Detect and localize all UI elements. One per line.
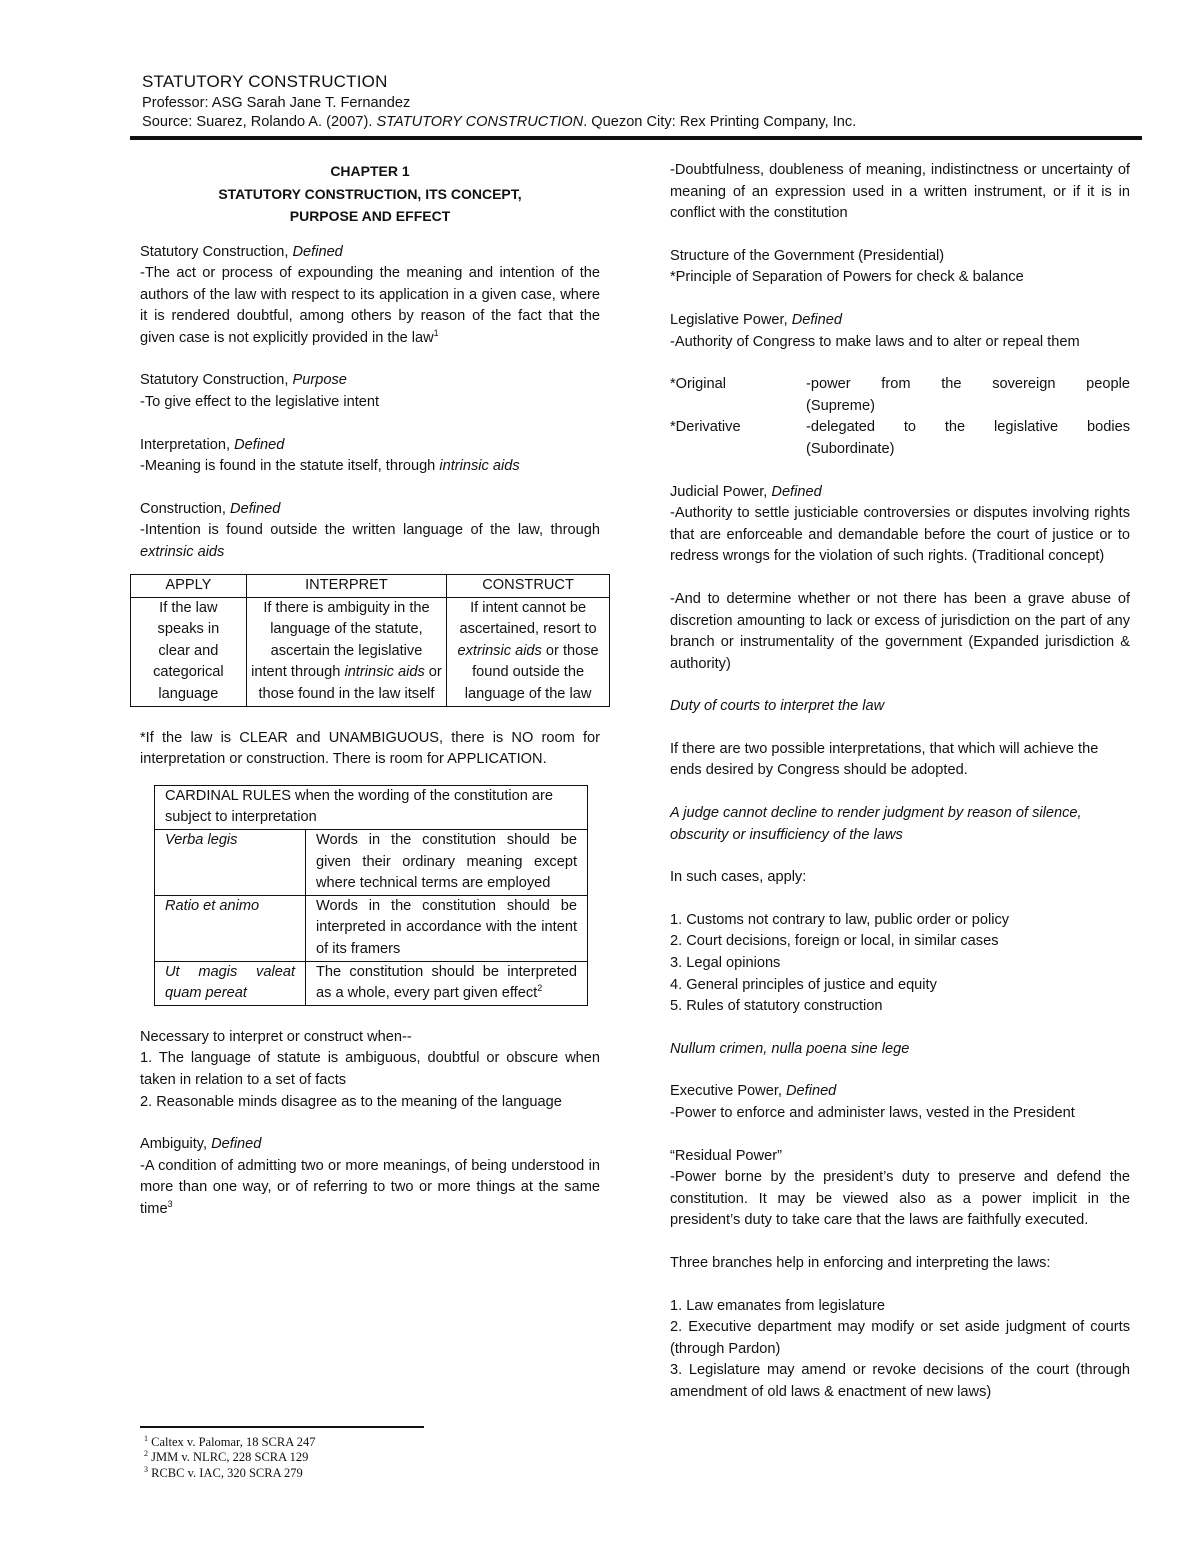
judicial-heading	[670, 482, 1130, 504]
judicial-text-2: -And to determine whether or not there has been a grave abuse of discretion amounting to lack or excess of jurisdiction on the part of any branch or instrumentality of the government (Expanded jurisdiction & authority)	[670, 590, 1130, 672]
judicial-label: Judicial Power,	[670, 483, 772, 500]
derivative-key: *Derivative	[670, 419, 741, 436]
ambiguity-text	[140, 1156, 600, 1221]
rule-text: Words in the constitution should be given their ordinary meaning except where technical terms are employed	[306, 829, 588, 895]
construction-body: -Intention is found outside the written language of the law, through	[140, 522, 600, 539]
legislative-text: -Authority of Congress to make laws and to alter or repeal them	[670, 333, 1080, 350]
interpret-cell-a: If there is ambiguity in the language of the statute, ascertain the legislative intent through	[251, 599, 430, 681]
original-value-line2: (Supreme)	[806, 397, 875, 414]
original-value-line1: -power from the sovereign people	[806, 376, 1130, 393]
derivative-value	[806, 417, 1130, 460]
construction-em: Defined	[230, 500, 281, 517]
derivative-value-line1: -delegated to the legislative bodies	[806, 419, 1130, 436]
construct-cell-b: or those found outside the language of the law	[464, 642, 599, 702]
necessary-item-1: 1. The language of statute is ambiguous, doubtful or obscure when taken in relation to a set of facts	[140, 1050, 600, 1088]
list-item: 3. Legal opinions	[670, 955, 781, 972]
chapter-title-line2: PURPOSE AND EFFECT	[289, 208, 451, 224]
document-header	[142, 72, 1142, 130]
ambiguity-label: Ambiguity,	[140, 1136, 212, 1153]
interpretation-body: -Meaning is found in the statute itself, through	[140, 458, 440, 475]
list-item: 1. Customs not contrary to law, public order or policy	[670, 911, 1010, 928]
ambiguity-em: Defined	[211, 1136, 262, 1153]
cases-title: In such cases, apply:	[670, 869, 807, 886]
source-suffix: . Quezon City: Rex Printing Company, Inc.	[583, 114, 857, 130]
nullum-crimen-text: Nullum crimen, nulla poena sine lege	[670, 1040, 910, 1057]
judge-text	[670, 803, 1130, 846]
sc-defined-label: Statutory Construction,	[140, 243, 293, 260]
apply-cell: If the law speaks in clear and categorical language	[131, 597, 247, 706]
interpret-cell	[246, 597, 446, 706]
table-header-construct: CONSTRUCT	[447, 574, 610, 597]
ambiguity-body: -A condition of admitting two or more meanings, of being understood in more than one way, or of referring to two or more things at the same time	[140, 1157, 600, 1217]
legislative-label: Legislative Power,	[670, 311, 792, 328]
rule-text-last	[306, 961, 588, 1005]
sc-purpose-text: -To give effect to the legislative intent	[140, 394, 380, 411]
rule-text: The constitution should be interpreted as a whole, every part given effect	[316, 963, 577, 1002]
footnote-num: 2	[144, 1449, 148, 1459]
chapter-heading	[140, 160, 600, 228]
footnote-num: 3	[144, 1464, 148, 1474]
chapter-number: CHAPTER 1	[330, 163, 410, 179]
list-item: 2. Court decisions, foreign or local, in similar cases	[670, 933, 999, 950]
source-prefix: Source: Suarez, Rolando A. (2007).	[142, 114, 377, 130]
doubtfulness-text: -Doubtfulness, doubleness of meaning, indistinctness or uncertainty of meaning of an expression used in a written instrument, or if it is in conflict with the constitution	[670, 162, 1130, 222]
right-column	[670, 160, 1130, 1404]
sc-defined-heading	[140, 242, 600, 264]
list-item: 5. Rules of statutory construction	[670, 998, 883, 1015]
residual-title: “Residual Power”	[670, 1147, 782, 1164]
footnote-divider	[140, 1426, 424, 1428]
document-title: STATUTORY CONSTRUCTION	[142, 72, 388, 91]
rule-term: Ratio et animo	[155, 895, 306, 961]
sc-defined-body: -The act or process of expounding the meaning and intention of the authors of the law with respect to its application in a given case, where it is rendered doubtful, among others by reason of the fact that the given case is not explicitly provided in the law	[140, 265, 600, 346]
branches-title: Three branches help in enforcing and interpreting the laws:	[670, 1254, 1051, 1271]
footnote-text: RCBC v. IAC, 320 SCRA 279	[151, 1465, 303, 1480]
duty-text: If there are two possible interpretations, that which will achieve the ends desired by Congress should be adopted.	[670, 740, 1099, 779]
construction-text	[140, 520, 600, 563]
cardinal-rules-title-row	[155, 785, 588, 829]
construct-cell	[447, 597, 610, 706]
footnote-num: 1	[144, 1433, 148, 1443]
interpretation-em: Defined	[234, 436, 285, 453]
apply-interpret-construct-table	[130, 574, 610, 707]
header-divider	[130, 136, 1142, 140]
table-header-row	[131, 574, 610, 597]
structure-title: Structure of the Government (Presidential)	[670, 247, 945, 264]
original-value	[806, 374, 1130, 417]
footnote-text: JMM v. NLRC, 228 SCRA 129	[151, 1450, 309, 1465]
nullum-crimen	[670, 1039, 1130, 1061]
footnote-1	[144, 1435, 315, 1450]
duty-title	[670, 696, 1130, 718]
footnotes	[144, 1435, 315, 1481]
table-row	[155, 961, 588, 1005]
sc-purpose-em: Purpose	[292, 372, 347, 389]
derivative-value-line2: (Subordinate)	[806, 440, 895, 457]
ambiguity-heading	[140, 1134, 600, 1156]
executive-label: Executive Power,	[670, 1083, 786, 1100]
table-row	[155, 895, 588, 961]
table-header-apply: APPLY	[131, 574, 247, 597]
judge-text-em: A judge cannot decline to render judgment by reason of silence, obscurity or insufficiency of the laws	[670, 805, 1082, 843]
necessary-item-2: 2. Reasonable minds disagree as to the meaning of the language	[140, 1093, 562, 1110]
sc-defined-text	[140, 263, 600, 349]
interpret-cell-b: or those found in the law itself	[258, 664, 442, 702]
executive-text: -Power to enforce and administer laws, vested in the President	[670, 1105, 1075, 1121]
executive-heading	[670, 1081, 1130, 1103]
executive-em: Defined	[786, 1083, 837, 1100]
footnote-ref-3[interactable]: 3	[167, 1199, 173, 1210]
list-item: 3. Legislature may amend or revoke decisions of the court (through amendment of old laws & enactment of new laws)	[670, 1362, 1130, 1400]
original-key: *Original	[670, 376, 726, 393]
structure-text: *Principle of Separation of Powers for check & balance	[670, 269, 1024, 286]
construction-heading	[140, 499, 600, 521]
construct-cell-em: extrinsic aids	[457, 642, 542, 659]
list-item: 1. Law emanates from legislature	[670, 1297, 885, 1314]
duty-title-text: Duty of courts to interpret the law	[670, 698, 885, 715]
interpretation-text	[140, 456, 600, 478]
footnote-text: Caltex v. Palomar, 18 SCRA 247	[151, 1435, 316, 1449]
construction-body-em: extrinsic aids	[140, 544, 225, 561]
sc-defined-em: Defined	[292, 243, 343, 260]
interpret-cell-em: intrinsic aids	[344, 664, 425, 681]
cardinal-rules-table	[154, 785, 588, 1006]
judicial-text-1: -Authority to settle justiciable controversies or disputes involving rights that are enforceable and demandable before the court of justice or to redress wrongs for the violation of such rights. (Traditional concept)	[670, 505, 1130, 565]
list-item: 2. Executive department may modify or set aside judgment of courts (through Pardon)	[670, 1319, 1130, 1357]
table-row	[155, 829, 588, 895]
clear-law-note: *If the law is CLEAR and UNAMBIGUOUS, there is NO room for interpretation or construction. There is room for APPLICATION.	[140, 729, 600, 768]
footnote-ref-2[interactable]: 2	[537, 983, 543, 994]
interpretation-label: Interpretation,	[140, 436, 235, 453]
power-types	[670, 374, 1130, 460]
interpretation-body-em: intrinsic aids	[439, 458, 520, 475]
legislative-em: Defined	[791, 311, 842, 328]
rule-term: Verba legis	[155, 829, 306, 895]
cardinal-rules-title: CARDINAL RULES when the wording of the constitution are subject to interpretation	[155, 785, 588, 829]
footnote-ref-1[interactable]: 1	[433, 328, 439, 339]
necessary-title: Necessary to interpret or construct when--	[140, 1028, 412, 1045]
rule-term: Ut magis valeat quam pereat	[155, 961, 306, 1005]
construction-label: Construction,	[140, 500, 231, 517]
footnote-3	[144, 1466, 315, 1481]
source-title: STATUTORY CONSTRUCTION	[376, 114, 584, 130]
table-row	[131, 597, 610, 706]
table-header-interpret: INTERPRET	[246, 574, 446, 597]
source-line	[142, 114, 1142, 130]
interpretation-heading	[140, 435, 600, 457]
list-item: 4. General principles of justice and equity	[670, 976, 937, 993]
residual-text: -Power borne by the president’s duty to preserve and defend the constitution. It may be viewed also as a power implicit in the president’s duty to take care that the laws are faithfully executed.	[670, 1169, 1130, 1229]
footnote-2	[144, 1450, 315, 1465]
left-column	[140, 160, 600, 1220]
judicial-em: Defined	[771, 483, 822, 500]
sc-purpose-label: Statutory Construction,	[140, 372, 293, 389]
chapter-title-line1: STATUTORY CONSTRUCTION, ITS CONCEPT,	[218, 185, 522, 202]
construct-cell-a: If intent cannot be ascertained, resort to	[459, 599, 597, 638]
legislative-heading	[670, 310, 1130, 332]
professor-line: Professor: ASG Sarah Jane T. Fernandez	[142, 95, 411, 111]
rule-text: Words in the constitution should be interpreted in accordance with the intent of its framers	[306, 895, 588, 961]
sc-purpose-heading	[140, 370, 600, 392]
